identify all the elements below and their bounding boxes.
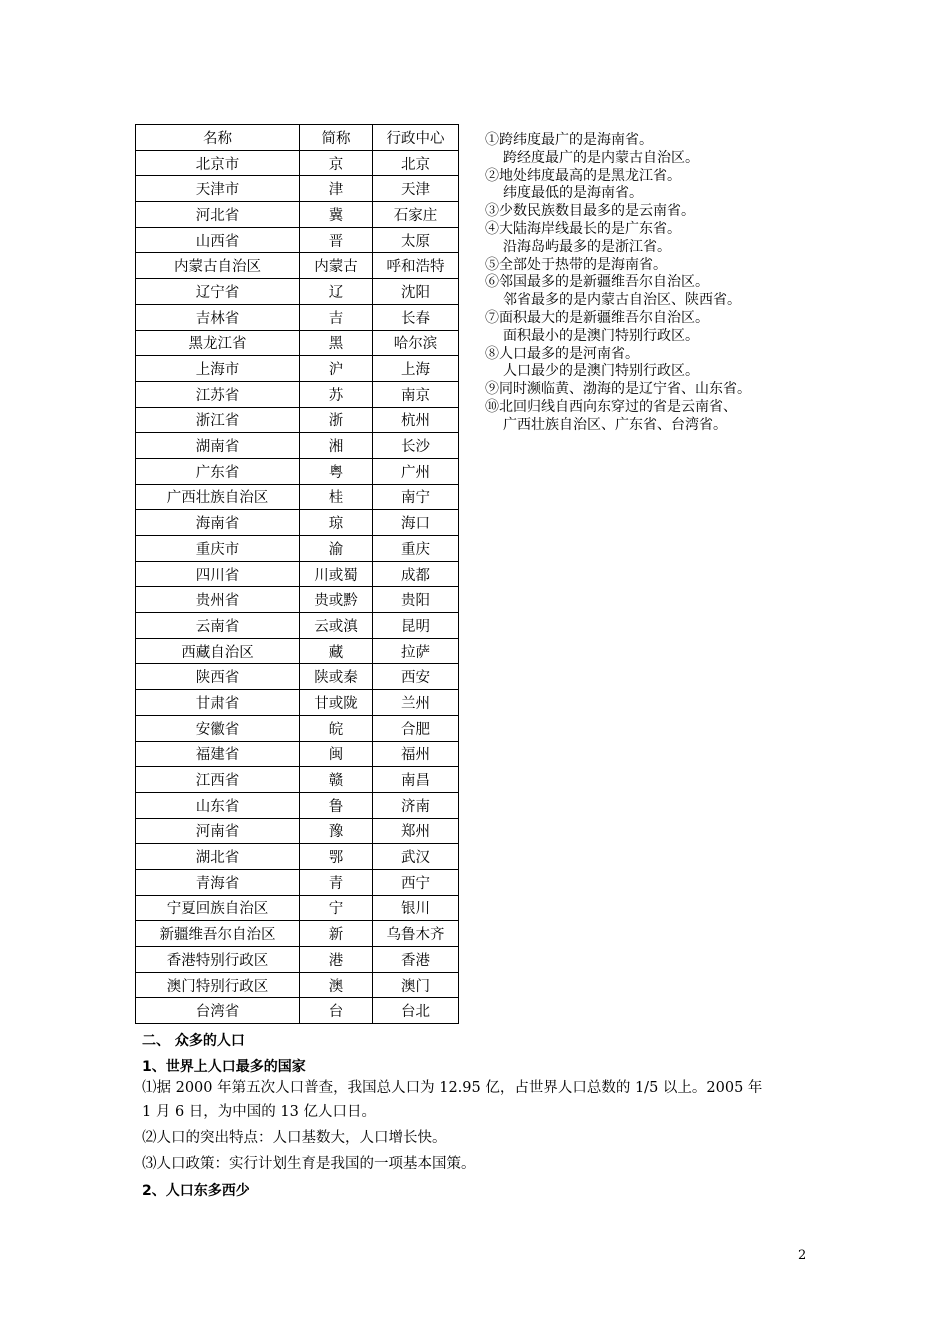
- cell-abbr: 云或滇: [300, 613, 373, 639]
- cell-capital: 广州: [373, 458, 459, 484]
- table-header-row: [136, 125, 459, 151]
- cell-name: 宁夏回族自治区: [136, 895, 300, 921]
- cell-capital: 北京: [373, 150, 459, 176]
- fact-line: 邻省最多的是内蒙古自治区、陕西省。: [503, 292, 741, 309]
- table-row: [136, 664, 459, 690]
- paragraph-1-cont: 1 月 6 日，为中国的 13 亿人口日。: [142, 1104, 376, 1120]
- cell-capital: 南昌: [373, 767, 459, 793]
- cell-abbr: 甘或陇: [300, 690, 373, 716]
- table-row: [136, 176, 459, 202]
- cell-abbr: 陕或秦: [300, 664, 373, 690]
- cell-capital: 昆明: [373, 613, 459, 639]
- cell-name: 山东省: [136, 792, 300, 818]
- cell-capital: 兰州: [373, 690, 459, 716]
- cell-name: 海南省: [136, 510, 300, 536]
- cell-name: 黑龙江省: [136, 330, 300, 356]
- cell-capital: 福州: [373, 741, 459, 767]
- cell-name: 吉林省: [136, 304, 300, 330]
- table-row: [136, 587, 459, 613]
- table-row: [136, 792, 459, 818]
- cell-name: 台湾省: [136, 998, 300, 1024]
- cell-capital: 武汉: [373, 844, 459, 870]
- table-row: [136, 638, 459, 664]
- provinces-table: [135, 124, 459, 1024]
- cell-name: 四川省: [136, 561, 300, 587]
- cell-name: 北京市: [136, 150, 300, 176]
- table-row: [136, 921, 459, 947]
- table-body: [136, 150, 459, 1023]
- table-row: [136, 330, 459, 356]
- cell-abbr: 皖: [300, 715, 373, 741]
- cell-name: 西藏自治区: [136, 638, 300, 664]
- cell-abbr: 新: [300, 921, 373, 947]
- cell-abbr: 湘: [300, 433, 373, 459]
- table-row: [136, 279, 459, 305]
- cell-name: 山西省: [136, 227, 300, 253]
- table-row: [136, 715, 459, 741]
- cell-capital: 西安: [373, 664, 459, 690]
- table-row: [136, 227, 459, 253]
- cell-name: 辽宁省: [136, 279, 300, 305]
- cell-capital: 香港: [373, 947, 459, 973]
- cell-abbr: 鄂: [300, 844, 373, 870]
- cell-name: 天津市: [136, 176, 300, 202]
- cell-abbr: 晋: [300, 227, 373, 253]
- cell-abbr: 台: [300, 998, 373, 1024]
- cell-capital: 拉萨: [373, 638, 459, 664]
- paragraph-3: ⑶人口政策：实行计划生育是我国的一项基本国策。: [142, 1156, 476, 1172]
- cell-abbr: 贵或黔: [300, 587, 373, 613]
- cell-capital: 济南: [373, 792, 459, 818]
- header-abbr: 简称: [300, 125, 373, 151]
- cell-capital: 贵阳: [373, 587, 459, 613]
- cell-name: 湖南省: [136, 433, 300, 459]
- cell-capital: 重庆: [373, 536, 459, 562]
- table-row: [136, 741, 459, 767]
- cell-name: 甘肃省: [136, 690, 300, 716]
- cell-capital: 成都: [373, 561, 459, 587]
- subheading-1: 1、世界上人口最多的国家: [142, 1059, 306, 1075]
- fact-line: ⑧人口最多的是河南省。: [485, 345, 639, 362]
- header-capital: 行政中心: [373, 125, 459, 151]
- cell-abbr: 冀: [300, 202, 373, 228]
- cell-abbr: 渝: [300, 536, 373, 562]
- cell-name: 安徽省: [136, 715, 300, 741]
- table-row: [136, 536, 459, 562]
- fact-line: 纬度最低的是海南省。: [503, 185, 643, 202]
- facts-list: [485, 132, 815, 435]
- cell-abbr: 内蒙古: [300, 253, 373, 279]
- table-row: [136, 356, 459, 382]
- cell-capital: 南京: [373, 381, 459, 407]
- cell-capital: 乌鲁木齐: [373, 921, 459, 947]
- cell-capital: 沈阳: [373, 279, 459, 305]
- fact-line: 跨经度最广的是内蒙古自治区。: [503, 149, 699, 166]
- cell-name: 内蒙古自治区: [136, 253, 300, 279]
- cell-abbr: 宁: [300, 895, 373, 921]
- cell-abbr: 澳: [300, 972, 373, 998]
- cell-abbr: 浙: [300, 407, 373, 433]
- cell-abbr: 川或蜀: [300, 561, 373, 587]
- fact-line: ⑤全部处于热带的是海南省。: [485, 256, 667, 273]
- cell-name: 贵州省: [136, 587, 300, 613]
- table-row: [136, 510, 459, 536]
- section-heading: 二、 众多的人口: [142, 1033, 245, 1049]
- fact-line: ④大陆海岸线最长的是广东省。: [485, 220, 681, 237]
- table-row: [136, 613, 459, 639]
- cell-name: 香港特别行政区: [136, 947, 300, 973]
- cell-capital: 长春: [373, 304, 459, 330]
- cell-abbr: 藏: [300, 638, 373, 664]
- table-row: [136, 818, 459, 844]
- cell-name: 广东省: [136, 458, 300, 484]
- cell-name: 湖北省: [136, 844, 300, 870]
- cell-name: 澳门特别行政区: [136, 972, 300, 998]
- table-row: [136, 381, 459, 407]
- fact-line: 面积最小的是澳门特别行政区。: [503, 327, 699, 344]
- table-row: [136, 998, 459, 1024]
- cell-capital: 太原: [373, 227, 459, 253]
- fact-line: ⑥邻国最多的是新疆维吾尔自治区。: [485, 274, 709, 291]
- cell-name: 新疆维吾尔自治区: [136, 921, 300, 947]
- cell-capital: 银川: [373, 895, 459, 921]
- cell-abbr: 苏: [300, 381, 373, 407]
- cell-name: 广西壮族自治区: [136, 484, 300, 510]
- cell-name: 上海市: [136, 356, 300, 382]
- cell-abbr: 琼: [300, 510, 373, 536]
- cell-abbr: 京: [300, 150, 373, 176]
- cell-abbr: 赣: [300, 767, 373, 793]
- cell-abbr: 吉: [300, 304, 373, 330]
- cell-name: 河北省: [136, 202, 300, 228]
- table-row: [136, 202, 459, 228]
- table-row: [136, 458, 459, 484]
- cell-capital: 天津: [373, 176, 459, 202]
- cell-abbr: 辽: [300, 279, 373, 305]
- table-row: [136, 869, 459, 895]
- table-row: [136, 433, 459, 459]
- table-row: [136, 484, 459, 510]
- fact-line: 广西壮族自治区、广东省、台湾省。: [503, 416, 727, 433]
- cell-name: 陕西省: [136, 664, 300, 690]
- table-row: [136, 767, 459, 793]
- table-row: [136, 690, 459, 716]
- cell-name: 江苏省: [136, 381, 300, 407]
- table-row: [136, 407, 459, 433]
- header-name: 名称: [136, 125, 300, 151]
- fact-line: ③少数民族数目最多的是云南省。: [485, 203, 695, 220]
- cell-abbr: 桂: [300, 484, 373, 510]
- table-row: [136, 895, 459, 921]
- table-row: [136, 972, 459, 998]
- cell-abbr: 粤: [300, 458, 373, 484]
- cell-capital: 石家庄: [373, 202, 459, 228]
- fact-line: ①跨纬度最广的是海南省。: [485, 132, 653, 148]
- cell-capital: 海口: [373, 510, 459, 536]
- cell-name: 江西省: [136, 767, 300, 793]
- page-number: 2: [798, 1248, 807, 1263]
- cell-abbr: 港: [300, 947, 373, 973]
- cell-name: 青海省: [136, 869, 300, 895]
- cell-name: 重庆市: [136, 536, 300, 562]
- paragraph-1: ⑴据 2000 年第五次人口普查，我国总人口为 12.95 亿，占世界人口总数的 1/5 以上。2005 年: [142, 1080, 763, 1096]
- cell-name: 云南省: [136, 613, 300, 639]
- fact-line: 沿海岛屿最多的是浙江省。: [503, 238, 671, 255]
- cell-name: 浙江省: [136, 407, 300, 433]
- cell-abbr: 津: [300, 176, 373, 202]
- cell-abbr: 鲁: [300, 792, 373, 818]
- cell-capital: 台北: [373, 998, 459, 1024]
- cell-capital: 西宁: [373, 869, 459, 895]
- cell-abbr: 闽: [300, 741, 373, 767]
- table-row: [136, 947, 459, 973]
- cell-capital: 哈尔滨: [373, 330, 459, 356]
- cell-capital: 呼和浩特: [373, 253, 459, 279]
- table-row: [136, 253, 459, 279]
- paragraph-2: ⑵人口的突出特点：人口基数大，人口增长快。: [142, 1130, 447, 1146]
- table-row: [136, 304, 459, 330]
- fact-line: ⑩北回归线自西向东穿过的省是云南省、: [485, 398, 737, 415]
- table-row: [136, 561, 459, 587]
- cell-capital: 郑州: [373, 818, 459, 844]
- cell-capital: 澳门: [373, 972, 459, 998]
- fact-line: 人口最少的是澳门特别行政区。: [503, 363, 699, 380]
- cell-name: 河南省: [136, 818, 300, 844]
- fact-line: ⑦面积最大的是新疆维吾尔自治区。: [485, 309, 709, 326]
- cell-capital: 南宁: [373, 484, 459, 510]
- cell-capital: 合肥: [373, 715, 459, 741]
- cell-name: 福建省: [136, 741, 300, 767]
- fact-line: ⑨同时濒临黄、渤海的是辽宁省、山东省。: [485, 381, 751, 398]
- cell-abbr: 青: [300, 869, 373, 895]
- table-row: [136, 150, 459, 176]
- cell-abbr: 豫: [300, 818, 373, 844]
- cell-capital: 长沙: [373, 433, 459, 459]
- cell-abbr: 沪: [300, 356, 373, 382]
- table-row: [136, 844, 459, 870]
- cell-abbr: 黑: [300, 330, 373, 356]
- cell-capital: 上海: [373, 356, 459, 382]
- cell-capital: 杭州: [373, 407, 459, 433]
- fact-line: ②地处纬度最高的是黑龙江省。: [485, 167, 681, 184]
- subheading-2: 2、人口东多西少: [142, 1183, 250, 1199]
